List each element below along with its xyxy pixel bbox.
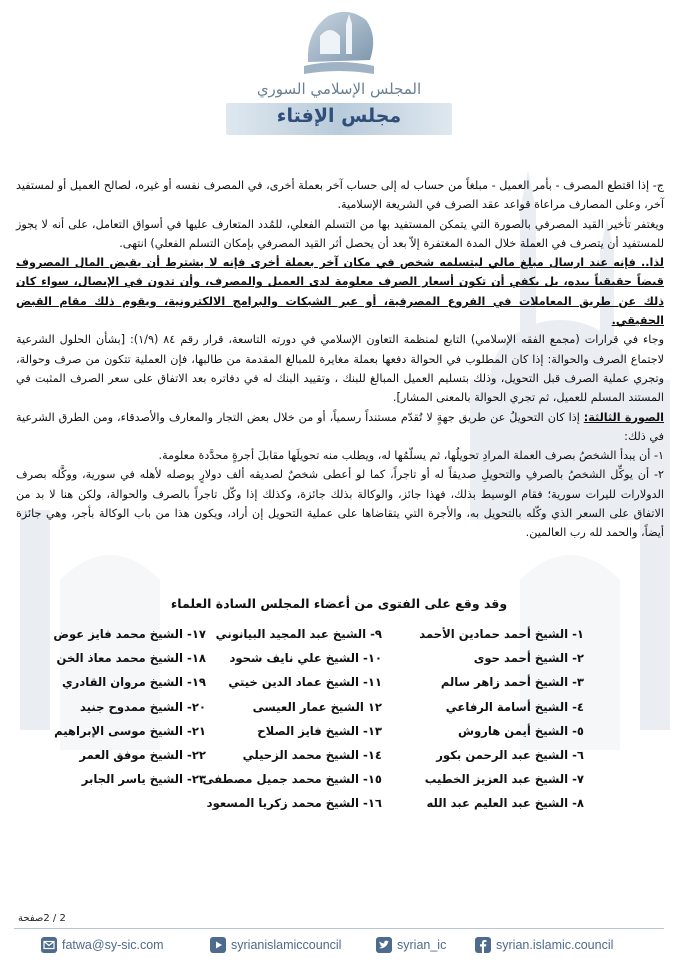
signatory: ١١- الشيخ عماد الدين خيتي xyxy=(228,675,382,690)
paragraph xyxy=(16,408,664,447)
paragraph: وجاء في قرارات (مجمع الفقه الإسلامي) التابع لمنظمة التعاون الإسلامي في دورته التاسعة، قرار رقم ٨٤ (١/٩): [بشأن الحلول الشرعية لاجتماع الصرف والحوالة: إذا كان المطلوب في الحوالة دفعها بعملة مغايرة للمبالغ المقدمة من طالبها، فإن العملية تتكون من صرف وحوالة، وتجري عملية الصرف قبل التحويل، وذلك بتسليم العميل المبالغ للبنك ، وتقييد البنك له في دفاتره بعد الاتفاق على سعر الصرف المثبت في المستند المسلم للعميل، ثم تجري الحوالة بالمعنى المشار]. xyxy=(16,333,664,405)
signatory: ١٠- الشيخ علي نايف شحود xyxy=(229,651,382,666)
signatory: ٢٣- الشيخ ياسر الجابر xyxy=(81,772,206,787)
signatory: ١٨- الشيخ محمد معاذ الخن xyxy=(56,651,206,666)
signatory: ٥- الشيخ أيمن هاروش xyxy=(457,723,584,738)
list-item: ١- أن يبدأ الشخصُ بصرف العملة المرادِ تحويلُها، ثم يسلّمُها له، ويطلب منه تحويلَها مقابلَ أجرةٍ محدَّدة معلومة. xyxy=(158,449,664,463)
signatory: ١٧- الشيخ محمد فايز عوض xyxy=(53,627,206,641)
paragraph: ويغتفر تأخير القيد المصرفي بالصورة التي يتمكن المستفيد بها من التسلم الفعلي، للمُدد المتعارف عليها في أسواق التعامل، على أنه لا يجوز للمستفيد أن يتصرف في العملة خلال المدة المغتفرة إلاّ بعد أن يحصل أثر القيد المصرفي بإمكان التسلم الفعلي) انتهى. xyxy=(16,217,664,250)
signatories-title: وقد وقع على الفتوى من أعضاء المجلس السادة العلماء xyxy=(170,596,508,611)
signatory: ١٦- الشيخ محمد زكريا المسعود xyxy=(206,796,382,811)
signatory: ١٥- الشيخ محمد جميل مصطفى xyxy=(202,772,382,787)
signatory: ١- الشيخ أحمد حمادين الأحمد xyxy=(419,627,584,641)
signatory: ٦- الشيخ عبد الرحمن بكور xyxy=(436,747,584,762)
signatory: ٨- الشيخ عبد العليم عبد الله xyxy=(426,796,584,811)
footer-divider xyxy=(14,928,664,929)
facebook-icon xyxy=(474,936,492,954)
paragraph: ج- إذا اقتطع المصرف - بأمر العميل - مبلغاً من حساب له إلى حساب آخر بعملة أخرى، في المصرف نفسه أو غيره، لصالح العميل أو لمستفيد آخر، وعلى المصارف مراعاة قواعد عقد الصرف في الشريعة الإسلامية. xyxy=(16,179,664,212)
signatory: ٧- الشيخ عبد العزيز الخطيب xyxy=(424,772,584,787)
twitter-text: syrian_ic xyxy=(397,938,447,952)
signatory: ٣- الشيخ أحمد زاهر سالم xyxy=(440,675,584,690)
signatories-column-right xyxy=(419,622,584,816)
section-text: إذا كان التحويلُ عن طريق جهةٍ لا تُقدّم مستنداً رسمياً، أو من خلال بعض التجار والمعارف والأصدقاء، ومن الطرق الشرعية في ذلك: xyxy=(16,410,664,443)
signatory: ٢١- الشيخ موسى الإبراهيم xyxy=(54,723,206,738)
signatory: ٢٢- الشيخ موفق العمر xyxy=(79,747,206,762)
email-text: fatwa@sy-sic.com xyxy=(62,938,164,952)
signatory: ٢- الشيخ أحمد حوى xyxy=(473,651,584,666)
twitter-icon xyxy=(375,936,393,954)
page-number: 2 / 2صفحة xyxy=(18,913,66,924)
youtube-text: syrianislamiccouncil xyxy=(231,938,342,952)
section-heading: الصورة الثالثة: xyxy=(583,410,664,424)
signatories-column-left xyxy=(53,622,206,791)
signatory: ٩- الشيخ عبد المجيد البيانوني xyxy=(215,627,382,641)
signatories-column-middle xyxy=(202,622,382,816)
signatory: ١٩- الشيخ مروان القادري xyxy=(61,675,206,690)
signatory: ١٢ الشيخ عمار العيسى xyxy=(252,699,382,714)
youtube-icon xyxy=(209,936,227,954)
email-icon xyxy=(40,936,58,954)
facebook-text: syrian.islamic.council xyxy=(496,938,614,952)
fatwa-body xyxy=(16,176,664,543)
signatory: ١٣- الشيخ فايز الصلاح xyxy=(257,723,382,738)
title-banner xyxy=(226,103,452,135)
signatory: ٢٠- الشيخ ممدوح جنيد xyxy=(79,699,206,714)
signatory: ٤- الشيخ أسامة الرفاعي xyxy=(445,699,584,714)
page-footer xyxy=(0,934,678,956)
signatory: ١٤- الشيخ محمد الزحيلي xyxy=(242,747,382,762)
council-logo xyxy=(298,2,380,80)
list-item: ٢- أن يوكِّل الشخصُ بالصرفِ والتحويلِ صديقاً له أو تاجراً، كما لو أعطى شخصٌ لصديقه ألف دولارٍ يوصله لأهله في سورية، ووكَّله بصرف الدولارات لليرات سورية؛ فقام الوسيط بذلك، فهذا جائز، والوكالة بذلك جائزة، وكذلك إذا وكّل تاجراً بالصرف والحوالة، ولكن هنا لا بد من الاتفاق على السعر الذي وكّله بالتحويل به، والأجرة التي يتقاضاها على عملية التحويل إن أراد، ويكون هذا من باب الوكالة بأجر، وهي جائزة أيضاً، والحمد لله رب العالمين. xyxy=(16,468,664,540)
page-header xyxy=(0,0,678,140)
organization-name: المجلس الإسلامي السوري xyxy=(256,80,422,98)
page-title: مجلس الإفتاء xyxy=(276,105,402,127)
emphasized-paragraph: لذا.. فإنه عند ارسال مبلغ مالي ليتسلمه شخص في مكان آخر بعملة أخرى فإنه لا يشترط أن يقبض المال المصروف قبضاً حقيقياً بيده، بل يكفي أن تكون أسعار الصرف معلومة لدى العميل والمصرف، وأن تدون في الإيصال، سواء كان ذلك عن طريق المعاملات في الفروع المصرفية، أو عبر الشبكات والبرامج الالكترونية، ويقوم ذلك مقام القبض الحقيقي. xyxy=(16,256,664,328)
